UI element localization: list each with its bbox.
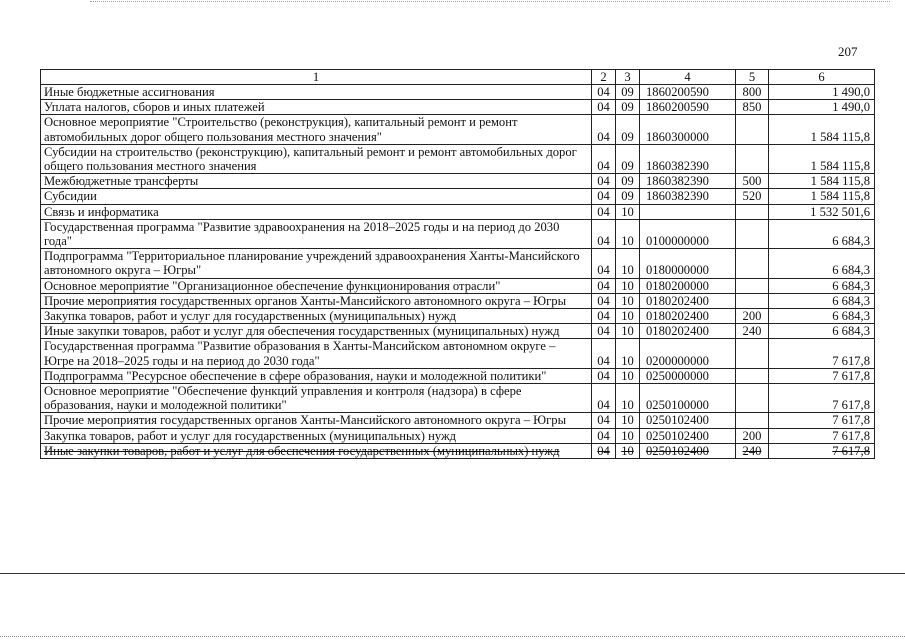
row-amount-cell: 1 490,0 (769, 100, 875, 115)
table-row (41, 384, 875, 413)
table-row (41, 428, 875, 443)
row-name-cell: Субсидии (41, 189, 592, 204)
row-expense-type-cell (736, 249, 769, 278)
row-subsection-cell: 09 (616, 100, 640, 115)
row-expense-type-cell (736, 413, 769, 428)
table-row (41, 85, 875, 100)
row-subsection-cell: 10 (616, 204, 640, 219)
row-section-cell: 04 (592, 144, 616, 173)
table-row (41, 219, 875, 248)
column-header-name: 1 (41, 70, 592, 85)
row-target-item-cell: 1860382390 (640, 144, 736, 173)
column-header-expense-type: 5 (736, 70, 769, 85)
row-expense-type-cell: 240 (736, 324, 769, 339)
row-name-cell: Основное мероприятие "Организационное обеспечение функционирования отрасли" (41, 278, 592, 293)
row-expense-type-cell: 200 (736, 428, 769, 443)
row-target-item-cell (640, 204, 736, 219)
table-row (41, 204, 875, 219)
row-name-cell: Подпрограмма "Территориальное планирование учреждений здравоохранения Ханты-Мансийского автономного округа – Югры" (41, 249, 592, 278)
table-row (41, 100, 875, 115)
row-name-cell: Связь и информатика (41, 204, 592, 219)
row-section-cell: 04 (592, 278, 616, 293)
row-target-item-cell: 0250102400 (640, 413, 736, 428)
row-expense-type-cell (736, 368, 769, 383)
table-row (41, 278, 875, 293)
row-subsection-cell: 10 (616, 324, 640, 339)
row-section-cell: 04 (592, 443, 616, 458)
row-expense-type-cell: 500 (736, 174, 769, 189)
column-header-subsection: 3 (616, 70, 640, 85)
row-section-cell: 04 (592, 115, 616, 144)
row-name-cell: Субсидии на строительство (реконструкцию), капитальный ремонт и ремонт автомобильных дорог общего пользования местного значения (41, 144, 592, 173)
row-subsection-cell: 10 (616, 339, 640, 368)
table-row (41, 174, 875, 189)
row-name-cell: Государственная программа "Развитие здравоохранения на 2018–2025 годы и на период до 2030 года" (41, 219, 592, 248)
row-subsection-cell: 09 (616, 85, 640, 100)
column-header-target-item: 4 (640, 70, 736, 85)
row-amount-cell: 7 617,8 (769, 443, 875, 458)
row-subsection-cell: 10 (616, 249, 640, 278)
row-amount-cell: 7 617,8 (769, 339, 875, 368)
row-expense-type-cell: 200 (736, 309, 769, 324)
row-expense-type-cell: 240 (736, 443, 769, 458)
row-amount-cell: 6 684,3 (769, 249, 875, 278)
row-amount-cell: 6 684,3 (769, 278, 875, 293)
row-amount-cell: 1 584 115,8 (769, 174, 875, 189)
row-section-cell: 04 (592, 413, 616, 428)
table-row (41, 324, 875, 339)
row-target-item-cell: 1860382390 (640, 174, 736, 189)
row-subsection-cell: 09 (616, 144, 640, 173)
row-amount-cell: 1 584 115,8 (769, 144, 875, 173)
row-section-cell: 04 (592, 100, 616, 115)
row-name-cell: Закупка товаров, работ и услуг для государственных (муниципальных) нужд (41, 309, 592, 324)
table-row (41, 293, 875, 308)
row-section-cell: 04 (592, 428, 616, 443)
row-amount-cell: 7 617,8 (769, 384, 875, 413)
row-section-cell: 04 (592, 309, 616, 324)
table-row (41, 443, 875, 458)
table-row (41, 189, 875, 204)
scan-edge-bottom (0, 636, 905, 637)
row-name-cell: Прочие мероприятия государственных органов Ханты-Мансийского автономного округа – Югры (41, 413, 592, 428)
row-amount-cell: 6 684,3 (769, 324, 875, 339)
row-name-cell: Прочие мероприятия государственных органов Ханты-Мансийского автономного округа – Югры (41, 293, 592, 308)
row-target-item-cell: 0100000000 (640, 219, 736, 248)
row-section-cell: 04 (592, 293, 616, 308)
row-target-item-cell: 0200000000 (640, 339, 736, 368)
page-number: 207 (838, 44, 858, 59)
table-row (41, 339, 875, 368)
row-section-cell: 04 (592, 204, 616, 219)
row-amount-cell: 6 684,3 (769, 219, 875, 248)
row-expense-type-cell: 800 (736, 85, 769, 100)
row-name-cell: Иные закупки товаров, работ и услуг для обеспечения государственных (муниципальных) нужд (41, 443, 592, 458)
row-name-cell: Подпрограмма "Ресурсное обеспечение в сфере образования, науки и молодежной политики" (41, 368, 592, 383)
scan-edge-top (90, 1, 890, 2)
row-target-item-cell: 0180200000 (640, 278, 736, 293)
table-row (41, 413, 875, 428)
row-amount-cell: 6 684,3 (769, 293, 875, 308)
row-target-item-cell: 0180202400 (640, 293, 736, 308)
row-name-cell: Межбюджетные трансферты (41, 174, 592, 189)
row-subsection-cell: 10 (616, 293, 640, 308)
budget-table (40, 69, 875, 459)
table-row (41, 368, 875, 383)
row-subsection-cell: 10 (616, 413, 640, 428)
table-row (41, 144, 875, 173)
row-name-cell: Закупка товаров, работ и услуг для государственных (муниципальных) нужд (41, 428, 592, 443)
row-amount-cell: 7 617,8 (769, 368, 875, 383)
row-expense-type-cell (736, 293, 769, 308)
row-target-item-cell: 1860382390 (640, 189, 736, 204)
row-target-item-cell: 0180202400 (640, 324, 736, 339)
row-expense-type-cell (736, 384, 769, 413)
row-target-item-cell: 0180000000 (640, 249, 736, 278)
row-name-cell: Иные бюджетные ассигнования (41, 85, 592, 100)
column-header-section: 2 (592, 70, 616, 85)
row-amount-cell: 1 584 115,8 (769, 189, 875, 204)
row-name-cell: Государственная программа "Развитие образования в Ханты-Мансийском автономном округе – Югре на 2018–2025 годы и на период до 2030 года" (41, 339, 592, 368)
row-name-cell: Иные закупки товаров, работ и услуг для обеспечения государственных (муниципальных) нужд (41, 324, 592, 339)
row-subsection-cell: 10 (616, 278, 640, 293)
row-expense-type-cell (736, 144, 769, 173)
table-row (41, 115, 875, 144)
row-section-cell: 04 (592, 189, 616, 204)
row-expense-type-cell (736, 339, 769, 368)
row-amount-cell: 1 532 501,6 (769, 204, 875, 219)
row-section-cell: 04 (592, 339, 616, 368)
row-section-cell: 04 (592, 324, 616, 339)
row-subsection-cell: 10 (616, 443, 640, 458)
row-target-item-cell: 1860200590 (640, 85, 736, 100)
row-section-cell: 04 (592, 384, 616, 413)
column-header-amount: 6 (769, 70, 875, 85)
row-subsection-cell: 10 (616, 309, 640, 324)
row-expense-type-cell (736, 278, 769, 293)
row-target-item-cell: 0250102400 (640, 443, 736, 458)
row-subsection-cell: 09 (616, 174, 640, 189)
row-amount-cell: 1 490,0 (769, 85, 875, 100)
scan-cut-line (0, 573, 905, 574)
row-section-cell: 04 (592, 249, 616, 278)
row-subsection-cell: 10 (616, 368, 640, 383)
row-amount-cell: 7 617,8 (769, 428, 875, 443)
row-amount-cell: 6 684,3 (769, 309, 875, 324)
row-expense-type-cell (736, 115, 769, 144)
row-target-item-cell: 0250100000 (640, 384, 736, 413)
row-name-cell: Основное мероприятие "Строительство (реконструкция), капитальный ремонт и ремонт автомобильных дорог общего пользования местного значения" (41, 115, 592, 144)
row-subsection-cell: 09 (616, 189, 640, 204)
row-name-cell: Уплата налогов, сборов и иных платежей (41, 100, 592, 115)
row-section-cell: 04 (592, 85, 616, 100)
row-subsection-cell: 10 (616, 384, 640, 413)
row-expense-type-cell: 520 (736, 189, 769, 204)
row-target-item-cell: 1860200590 (640, 100, 736, 115)
row-amount-cell: 1 584 115,8 (769, 115, 875, 144)
row-target-item-cell: 0180202400 (640, 309, 736, 324)
row-subsection-cell: 10 (616, 428, 640, 443)
row-section-cell: 04 (592, 219, 616, 248)
row-target-item-cell: 0250102400 (640, 428, 736, 443)
row-subsection-cell: 09 (616, 115, 640, 144)
row-expense-type-cell (736, 219, 769, 248)
table-row (41, 249, 875, 278)
row-expense-type-cell (736, 204, 769, 219)
table-header-row (41, 70, 875, 85)
row-target-item-cell: 1860300000 (640, 115, 736, 144)
row-section-cell: 04 (592, 174, 616, 189)
row-subsection-cell: 10 (616, 219, 640, 248)
row-amount-cell: 7 617,8 (769, 413, 875, 428)
row-name-cell: Основное мероприятие "Обеспечение функций управления и контроля (надзора) в сфере образования, науки и молодежной политики" (41, 384, 592, 413)
row-section-cell: 04 (592, 368, 616, 383)
row-target-item-cell: 0250000000 (640, 368, 736, 383)
row-expense-type-cell: 850 (736, 100, 769, 115)
table-row (41, 309, 875, 324)
